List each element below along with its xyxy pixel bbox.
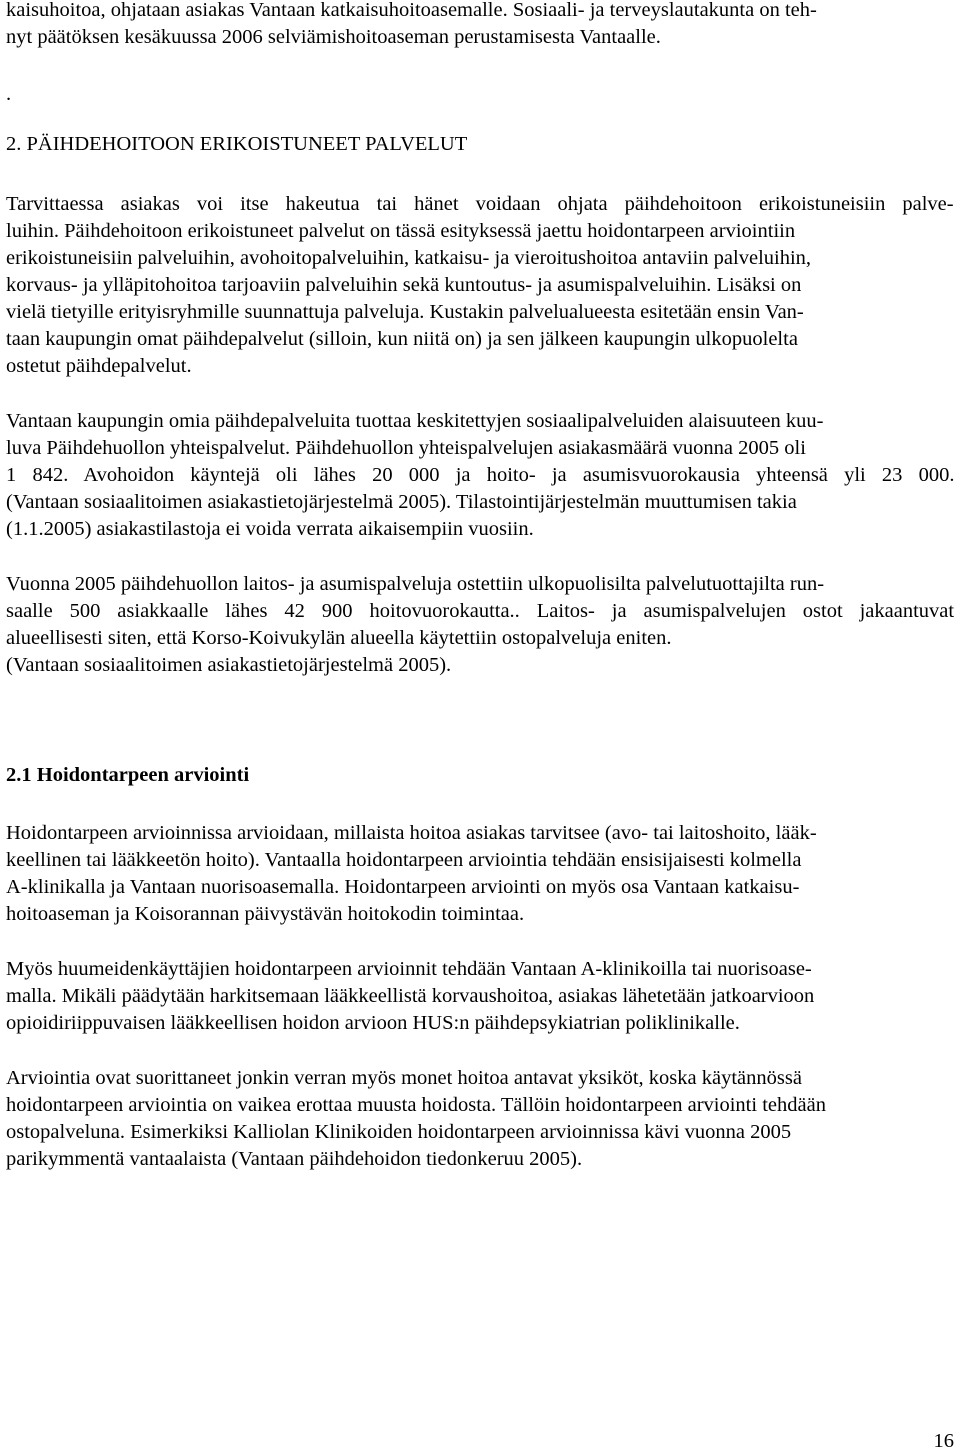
paragraph-line: taan kaupungin omat päihdepalvelut (silloin, kun niitä on) ja sen jälkeen kaupungin ulkopuolelta: [6, 328, 798, 350]
paragraph-line: vielä tietyille erityisryhmille suunnattuja palveluja. Kustakin palvelualueesta esitetään ensin Van-: [6, 301, 804, 323]
paragraph-line: 1 842. Avohoidon käyntejä oli lähes 20 000 ja hoito- ja asumisvuorokausia yhteensä yli 23 000.: [6, 464, 955, 486]
paragraph-line: alueellisesti siten, että Korso-Koivukylän alueella käytettiin ostopalveluja eniten.: [6, 627, 672, 649]
subsection-heading: 2.1 Hoidontarpeen arviointi: [6, 764, 250, 786]
paragraph-line: opioidiriippuvaisen lääkkeellisen hoidon arvioon HUS:n päihdepsykiatrian poliklinikalle.: [6, 1012, 740, 1034]
paragraph-line: erikoistuneisiin palveluihin, avohoitopalveluihin, katkaisu- ja vieroitushoitoa antaviin palveluihin,: [6, 247, 812, 269]
paragraph-line: korvaus- ja ylläpitohoitoa tarjoaviin palveluihin sekä kuntoutus- ja asumispalveluihin. Lisäksi on: [6, 274, 802, 296]
paragraph-line: parikymmentä vantaalaista (Vantaan päihdehoidon tiedonkeruu 2005).: [6, 1148, 583, 1170]
paragraph-line: luihin. Päihdehoitoon erikoistuneet palvelut on tässä esityksessä jaettu hoidontarpeen arviointiin: [6, 220, 796, 242]
stray-period: .: [6, 83, 12, 105]
paragraph-line: keellinen tai lääkkeetön hoito). Vantaalla hoidontarpeen arviointia tehdään ensisijaisesti kolmella: [6, 849, 802, 871]
paragraph-line: Vuonna 2005 päihdehuollon laitos- ja asumispalveluja ostettiin ulkopuolisilta palvelutuottajilta run-: [6, 573, 825, 595]
paragraph-line: Tarvittaessa asiakas voi itse hakeutua tai hänet voidaan ohjata päihdehoitoon erikoistuneisiin palve-: [6, 193, 954, 215]
paragraph-line: A-klinikalla ja Vantaan nuorisoasemalla. Hoidontarpeen arviointi on myös osa Vantaan katkaisu-: [6, 876, 800, 898]
paragraph-line: luva Päihdehuollon yhteispalvelut. Päihdehuollon yhteispalvelujen asiakasmäärä vuonna 2005 oli: [6, 437, 806, 459]
paragraph-line: Vantaan kaupungin omia päihdepalveluita tuottaa keskitettyjen sosiaalipalveluiden alaisuuteen kuu-: [6, 410, 824, 432]
paragraph-line: (1.1.2005) asiakastilastoja ei voida verrata aikaisempiin vuosiin.: [6, 518, 534, 540]
paragraph-line: ostetut päihdepalvelut.: [6, 355, 192, 377]
paragraph-line: malla. Mikäli päädytään harkitsemaan lääkkeellistä korvaushoitoa, asiakas lähetetään jatkoarvioon: [6, 985, 815, 1007]
paragraph-line: ostopalveluna. Esimerkiksi Kalliolan Klinikoiden hoidontarpeen arvioinnissa kävi vuonna 2005: [6, 1121, 792, 1143]
paragraph-line: hoitoaseman ja Koisorannan päivystävän hoitokodin toimintaa.: [6, 903, 525, 925]
paragraph-line: (Vantaan sosiaalitoimen asiakastietojärjestelmä 2005).: [6, 654, 452, 676]
paragraph-line: kaisuhoitoa, ohjataan asiakas Vantaan katkaisuhoitoasemalle. Sosiaali- ja terveyslautakunta on teh-: [6, 0, 817, 21]
paragraph-line: Myös huumeidenkäyttäjien hoidontarpeen arvioinnit tehdään Vantaan A-klinikoilla tai nuorisoase-: [6, 958, 812, 980]
section-heading: 2. PÄIHDEHOITOON ERIKOISTUNEET PALVELUT: [6, 133, 468, 155]
paragraph-line: Arviointia ovat suorittaneet jonkin verran myös monet hoitoa antavat yksiköt, koska käytännössä: [6, 1067, 802, 1089]
paragraph-line: Hoidontarpeen arvioinnissa arvioidaan, millaista hoitoa asiakas tarvitsee (avo- tai laitoshoito, lääk-: [6, 822, 817, 844]
paragraph-line: hoidontarpeen arviointia on vaikea erottaa muusta hoidosta. Tällöin hoidontarpeen arviointi tehdään: [6, 1094, 826, 1116]
paragraph-line: saalle 500 asiakkaalle lähes 42 900 hoitovuorokautta.. Laitos- ja asumispalvelujen ostot jakaantuvat: [6, 600, 955, 622]
paragraph-line: nyt päätöksen kesäkuussa 2006 selviämishoitoaseman perustamisesta Vantaalle.: [6, 26, 661, 48]
paragraph-line: (Vantaan sosiaalitoimen asiakastietojärjestelmä 2005). Tilastointijärjestelmän muuttumisen takia: [6, 491, 797, 513]
page-number: 16: [933, 1430, 954, 1452]
